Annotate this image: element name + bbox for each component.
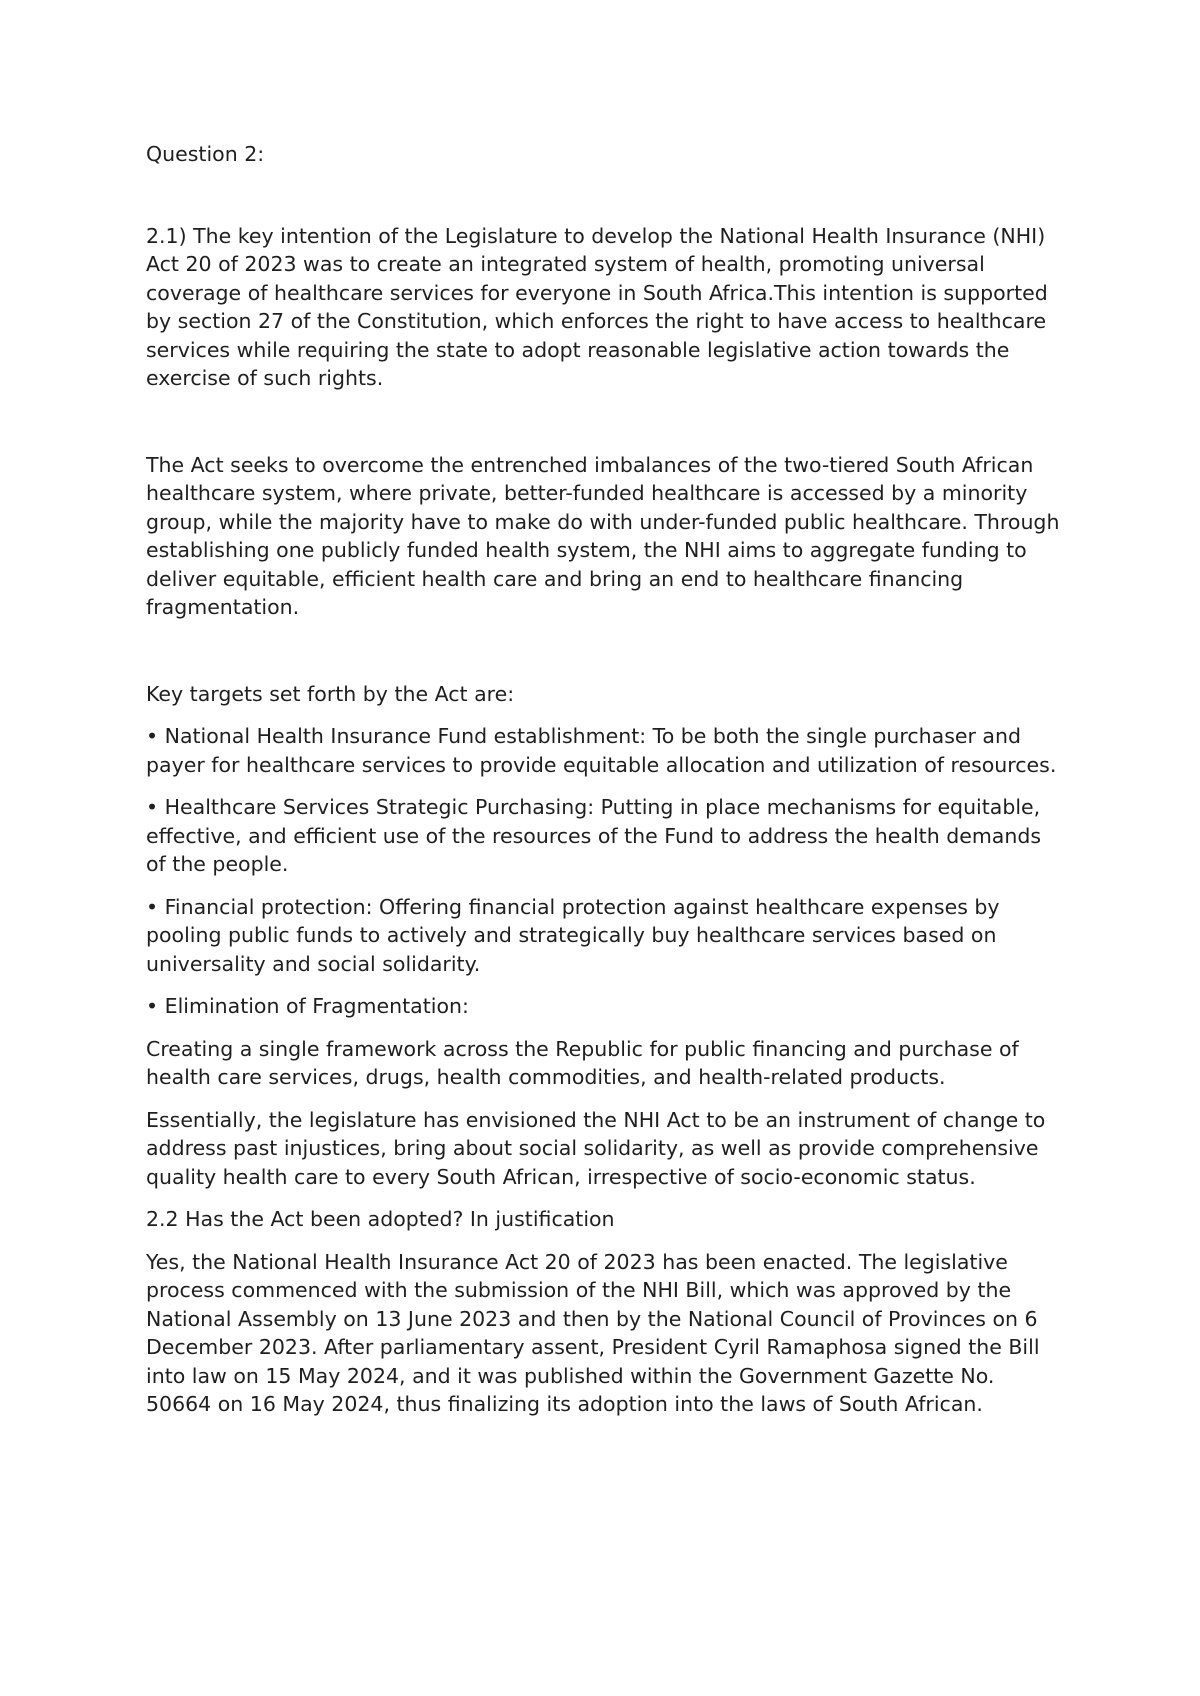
bullet-text: Elimination of Fragmentation: (164, 994, 469, 1018)
paragraph-single-framework: Creating a single framework across the Republic for public financing and purchase of health care services, drugs, health commodities, and health-related products. (146, 1036, 1019, 1089)
paragraph-essentially: Essentially, the legislature has envisioned the NHI Act to be an instrument of change to address past injustices, bring about social solidarity, as well as provide comprehensive quality health care to every South African, irrespective of socio-economic status. (146, 1107, 1046, 1189)
paragraph-act-seeks: The Act seeks to overcome the entrenched imbalances of the two-tiered South African healthcare system, where private, better-funded healthcare is accessed by a minority group, while the majority have to make do with under-funded public healthcare. Through establishing one publicly funded health system, the NHI aims to aggregate funding to deliver equitable, efficient health care and bring an end to healthcare financing fragmentation. (146, 452, 1060, 619)
bullet-item (146, 992, 1066, 1021)
bullet-item (146, 722, 1066, 779)
question-heading: Question 2: (146, 142, 265, 166)
document-page (146, 140, 1066, 1419)
targets-intro: Key targets set forth by the Act are: (146, 681, 515, 706)
bullet-dot: • (146, 894, 159, 919)
bullet-item (146, 893, 1066, 979)
paragraph-2-2: Yes, the National Health Insurance Act 20 of 2023 has been enacted. The legislative process commenced with the submission of the NHI Bill, which was approved by the National Assembly on 13 June 2023 and then by the National Council of Provinces on 6 December 2023. After parliamentary assent, President Cyril Ramaphosa signed the Bill into law on 15 May 2024, and it was published within the Government Gazette No. 50664 on 16 May 2024, thus finalizing its adoption into the laws of South African. (146, 1249, 1040, 1416)
bullet-text: Healthcare Services Strategic Purchasing: Putting in place mechanisms for equitable, effective, and efficient use of the resources of the Fund to address the health demands of the people. (146, 795, 1042, 876)
paragraph-2-1: 2.1) The key intention of the Legislature to develop the National Health Insurance (NHI) Act 20 of 2023 was to create an integrated system of health, promoting universal coverage of healthcare services for everyone in South Africa.This intention is supported by section 27 of the Constitution, which enforces the right to have access to healthcare services while requiring the state to adopt reasonable legislative action towards the exercise of such rights. (146, 223, 1048, 390)
bullet-dot: • (146, 795, 159, 819)
bullet-item (146, 793, 1066, 879)
heading-2-2: 2.2 Has the Act been adopted? In justification (146, 1207, 615, 1231)
bullet-text: National Health Insurance Fund establishment: To be both the single purchaser and payer for healthcare services to provide equitable allocation and utilization of resources. (146, 724, 1057, 777)
bullet-dot: • (146, 994, 159, 1018)
bullet-text: Financial protection: Offering financial protection against healthcare expenses by pooling public funds to actively and strategically buy healthcare services based on universality and social solidarity. (146, 894, 1000, 976)
bullet-dot: • (146, 724, 159, 748)
